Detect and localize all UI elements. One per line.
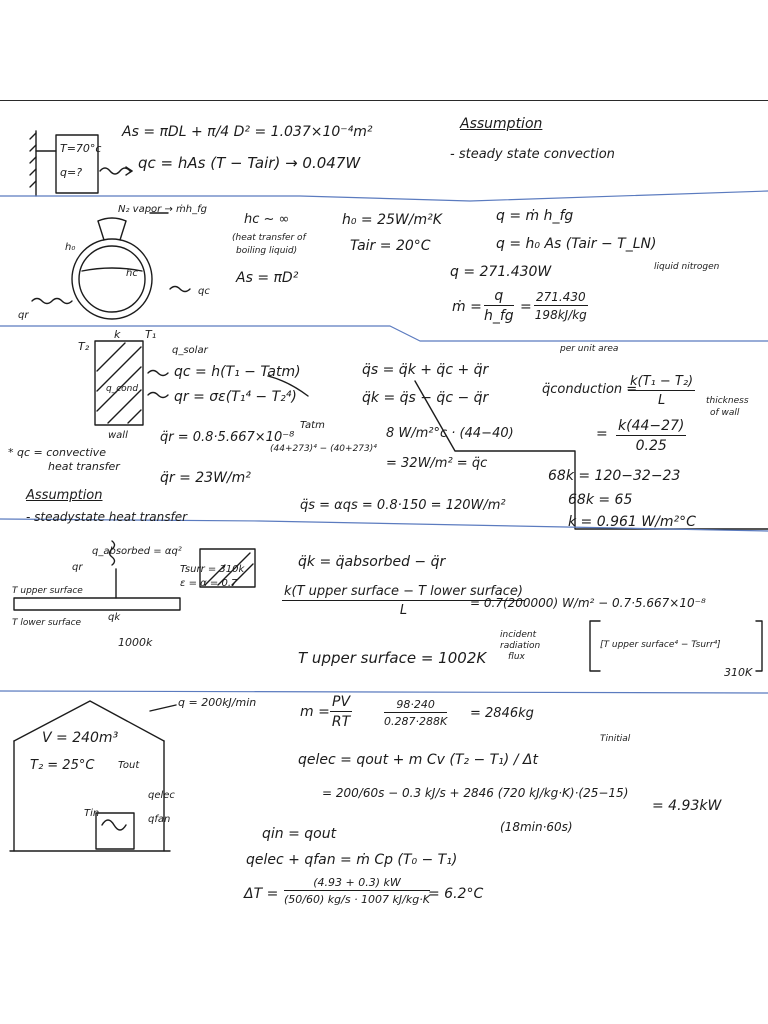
qc-label: qc [198, 286, 210, 297]
pin-temperature: T=70°c [60, 142, 102, 155]
convection-equation: qc = hAs (T − Tair) → 0.047W [138, 154, 361, 172]
mass-num-2: 98·240 [384, 699, 447, 713]
wall-label: wall [108, 430, 128, 441]
k-equals: = [596, 426, 608, 442]
tout-label: Tout [118, 760, 140, 771]
thickness-note-1: thickness [706, 396, 749, 406]
emissivity-label: ε = α = 0.7 [180, 578, 238, 589]
incident-note-2: radiation [500, 641, 541, 651]
rhs-expression: = 0.7(200000) W/m² − 0.7·5.667×10⁻⁸ [470, 596, 706, 610]
qconduction-lhs: q̈conduction = [542, 382, 638, 397]
mass-num-1: PV [332, 694, 351, 710]
liquid-nitrogen-note: liquid nitrogen [654, 262, 720, 272]
k-equation-3: k = 0.961 W/m²°C [568, 514, 696, 530]
qk-label-4: qk [108, 612, 121, 623]
mdot-den-2: 198kJ/kg [534, 308, 587, 322]
qcond-label: q_cond [106, 384, 139, 394]
qs-sum: q̈s = q̈k + q̈c + q̈r [362, 362, 489, 378]
qelec-label: qelec [148, 790, 175, 801]
incident-note-1: incident [500, 630, 537, 640]
energy-balance-eq: qelec + qfan = ṁ Cp (T₀ − T₁) [246, 852, 458, 868]
conduction-den-4: L [399, 603, 408, 618]
t1-label: T₁ [145, 328, 157, 341]
qelec-result: = 4.93kW [652, 798, 722, 814]
mass-fraction-2 [384, 699, 447, 727]
tinitial-label: Tinitial [600, 734, 631, 744]
incident-note-3: flux [508, 652, 525, 662]
qc-equation: qc = h(T₁ − Tatm) [174, 364, 301, 380]
q-h0-eq: q = h₀ As (Tair − T_LN) [496, 236, 657, 252]
assumption-text-1: - steady state convection [450, 147, 615, 162]
t-lower-label: T lower surface [12, 618, 82, 628]
hc-note-line1: (heat transfer of [232, 233, 306, 243]
qconduction-den: L [657, 393, 666, 408]
per-unit-area-note: per unit area [560, 344, 619, 354]
qc-footnote-1: * qc = convective [8, 446, 106, 459]
qk-absorbed-eq: q̈k = q̈absorbed − q̈r [298, 554, 446, 570]
delta-t-num: (4.93 + 0.3) kW [284, 877, 430, 891]
qs-value: q̈s = αqs = 0.8·150 = 120W/m² [300, 498, 506, 513]
tin-label: Tin [84, 808, 100, 819]
q-mhfg-eq: q = ṁ h_fg [496, 208, 574, 224]
qk-difference: q̈k = q̈s − q̈c − q̈r [362, 390, 489, 406]
thickness-note-2: of wall [710, 408, 740, 418]
mdot-num-2: 271.430 [536, 290, 586, 304]
qsolar-label: q_solar [172, 345, 208, 356]
surface-area-eq: As = πD² [236, 270, 299, 286]
t2-label: T₂ [78, 340, 90, 353]
k-fraction [616, 419, 686, 453]
qfan-label: qfan [148, 814, 171, 825]
mass-lhs: m = [300, 704, 330, 720]
mass-den-2: 0.287·288K [384, 715, 448, 728]
mdot-den-1: h_fg [484, 308, 514, 324]
mass-fraction-1 [330, 695, 352, 729]
expanded-expression: = 200/60s − 0.3 kJ/s + 2846 (720 kJ/kg·K)·(25−15) [322, 786, 629, 800]
hc-label: hc [126, 268, 138, 279]
k-label: k [114, 328, 121, 341]
expanded-denominator: (18min·60s) [500, 820, 573, 834]
tsurr-label: Tsurr = 310k [180, 564, 245, 575]
delta-t-den: (50/60) kg/s · 1007 kJ/kg·K [284, 893, 430, 906]
t310-label: 310K [724, 666, 753, 679]
t2-label-5: T₂ = 25°C [30, 758, 95, 773]
qconduction-num: k(T₁ − T₂) [630, 374, 694, 389]
k-equation-1: 68k = 120−32−23 [548, 468, 681, 484]
delta-t-fraction [284, 877, 430, 905]
mdot-num-1: q [484, 289, 514, 306]
delta-t-result: = 6.2°C [428, 886, 484, 902]
heat-rate-label: q = 200kJ/min [178, 696, 257, 709]
mdot-fraction-2 [534, 291, 588, 321]
volume-label: V = 240m³ [42, 730, 119, 746]
h0-label: h₀ [65, 242, 76, 253]
delta-t-lhs: ΔT = [244, 886, 279, 902]
tatm-label: Tatm [300, 420, 325, 431]
assumption-title-3: Assumption [26, 488, 103, 503]
h0-value: h₀ = 25W/m²K [342, 212, 442, 228]
mdot-equals: = [520, 299, 532, 315]
qconduction-fraction [628, 375, 695, 407]
tair-value: Tair = 20°C [350, 238, 431, 254]
qr-bracket: (44+273)⁴ − (40+273)⁴ [270, 444, 377, 454]
t-upper-label: T upper surface [12, 586, 83, 596]
mdot-lhs: ṁ = [452, 299, 482, 315]
assumption-text-3: - steadystate heat transfer [26, 510, 188, 524]
notebook-page [0, 100, 768, 927]
mdot-fraction-1 [484, 289, 514, 323]
convective-result: = 32W/m² = q̈c [386, 456, 488, 471]
n2-vapor-label: N₂ vapor → ṁh_fg [118, 204, 207, 215]
conduction-num-4: k(T upper surface − T lower surface) [284, 584, 523, 599]
qr-result: q̈r = 23W/m² [160, 470, 251, 486]
qabsorbed-label: q_absorbed = αq² [92, 546, 182, 557]
hc-note-line2: boiling liquid) [236, 246, 298, 256]
mass-value: = 2846kg [470, 706, 534, 721]
qin-qout: qin = qout [262, 826, 337, 842]
t-upper-result: T upper surface = 1002K [298, 649, 487, 667]
bracket-terms: [T upper surface⁴ − Tsurr⁴] [600, 640, 721, 650]
hc-infinite: hc ~ ∞ [244, 212, 290, 227]
area-equation: As = πDL + π/4 D² = 1.037×10⁻⁴m² [122, 124, 373, 140]
qr-equation: qr = σε(T₁⁴ − T₂⁴) [174, 389, 297, 405]
assumption-title-1: Assumption [460, 116, 543, 132]
convective-value: 8 W/m²°c · (44−40) [386, 426, 514, 441]
k-equation-2: 68k = 65 [568, 492, 633, 508]
k-fraction-den: 0.25 [635, 438, 667, 454]
q-value: q = 271.430W [450, 264, 552, 280]
qr-label: qr [18, 310, 29, 321]
mass-den-1: RT [331, 714, 351, 730]
qr-label-4: qr [72, 562, 83, 573]
qr-substitution: q̈r = 0.8·5.667×10⁻⁸ [160, 430, 295, 445]
k-fraction-num: k(44−27) [618, 418, 685, 434]
pin-heat-unknown: q=? [60, 166, 83, 179]
t-1000-label: 1000k [118, 636, 153, 649]
qelec-equation: qelec = qout + m Cv (T₂ − T₁) / Δt [298, 752, 538, 768]
qc-footnote-2: heat transfer [48, 460, 120, 473]
